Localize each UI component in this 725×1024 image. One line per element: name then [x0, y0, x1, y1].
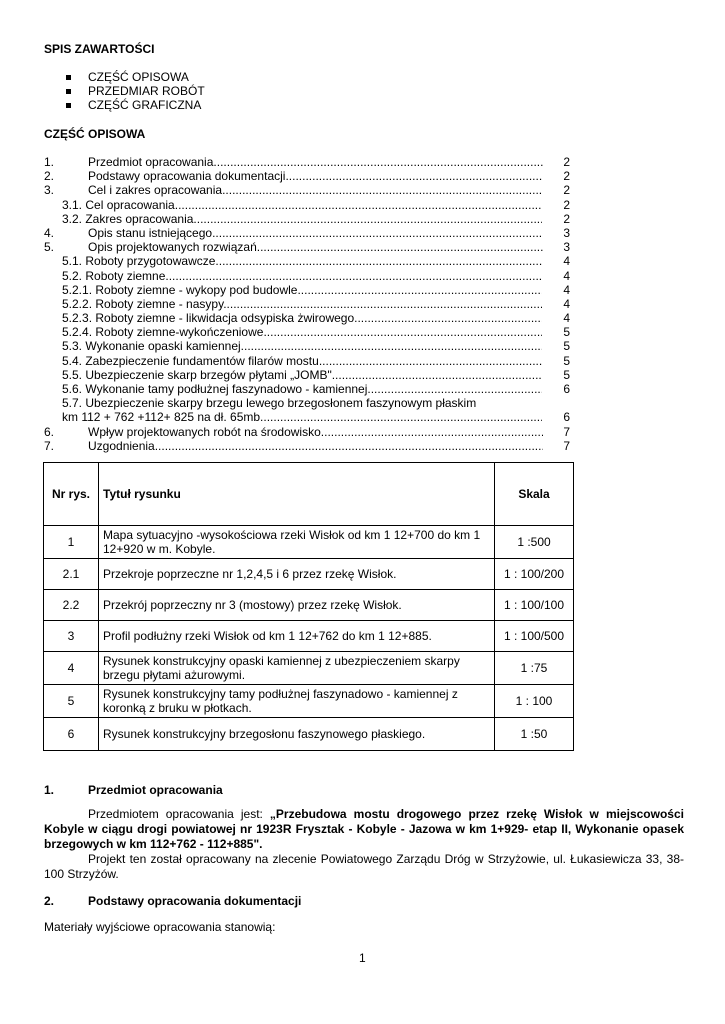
toc-page: 4 [563, 282, 570, 297]
toc-row [44, 297, 574, 311]
section-1-number: 1. [44, 783, 55, 797]
toc-page: 5 [563, 325, 570, 340]
drawing-title: Rysunek konstrukcyjny brzegosłonu faszynowego płaskiego. [99, 718, 495, 751]
toc-page: 4 [563, 268, 570, 283]
table-header-row [44, 463, 574, 526]
project-name: „Przebudowa mostu drogowego przez rzekę Wisłok w miejscowości Kobyle w ciągu drogi powiatowej nr 1923R Frysztak - Kobyle - Jazowa w km 1+929- etap II, Wykonanie opasek brzegowych w km 112+762 - 112+885". [44, 807, 684, 851]
toc-page: 5 [563, 339, 570, 354]
toc-page: 6 [563, 382, 570, 396]
toc-row [44, 269, 574, 283]
table-row [44, 590, 574, 621]
drawing-scale: 1 : 100 [495, 685, 574, 718]
toc-text: 5.2.4. Roboty ziemne-wykończeniowe ..... [62, 325, 542, 339]
section-1-paragraph-2: Projekt ten został opracowany na zlecenie Powiatowego Zarządu Dróg w Strzyżowie, ul. Łukasiewicza 33, 38-100 Strzyżów. [44, 852, 684, 881]
toc-row [44, 425, 574, 439]
drawing-number: 4 [44, 652, 99, 685]
toc-text: 5.7. Ubezpieczenie skarpy brzegu lewego brzegosłonem faszynowym płaskim [62, 396, 477, 411]
section-2-title: Podstawy opracowania dokumentacji [88, 894, 302, 908]
toc-page: 5 [563, 353, 570, 368]
toc-page: 3 [563, 225, 570, 240]
toc-text: Opis projektowanych rozwiązań ..... [88, 240, 543, 254]
toc-text: Przedmiot opracowania ..... [88, 155, 543, 169]
drawing-scale: 1 : 100/500 [495, 621, 574, 652]
toc-row [44, 325, 574, 339]
toc-row [44, 198, 574, 212]
section-2-intro: Materiały wyjściowe opracowania stanowią: [44, 920, 276, 934]
toc-number: 4. [44, 225, 55, 240]
toc-text: 5.2.1. Roboty ziemne - wykopy pod budowle ..... [62, 283, 542, 297]
list-item: CZĘŚĆ OPISOWA [64, 70, 205, 84]
toc-row [44, 354, 574, 368]
toc-text: 5.2.3. Roboty ziemne - likwidacja odsypiska żwirowego ..... [62, 311, 542, 325]
column-header-nr: Nr rys. [44, 463, 99, 526]
section-2-number: 2. [44, 894, 55, 908]
table-row [44, 652, 574, 685]
toc-number: 3. [44, 183, 55, 198]
contents-parts-list [64, 70, 205, 112]
toc-row [44, 410, 574, 424]
toc-text: 3.2. Zakres opracowania ..... [62, 212, 542, 226]
toc-text: 5.4. Zabezpieczenie fundamentów filarów mostu ..... [62, 354, 542, 368]
toc-row [44, 339, 574, 353]
drawing-number: 2.2 [44, 590, 99, 621]
toc-text: 5.2.2. Roboty ziemne - nasypy ..... [62, 297, 542, 311]
contents-heading: SPIS ZAWARTOŚCI [44, 42, 155, 56]
drawing-title: Rysunek konstrukcyjny tamy podłużnej faszynadowo - kamiennej z koronką z bruku w płotkach. [99, 685, 495, 718]
section-1-paragraph-1 [44, 807, 684, 852]
descriptive-part-heading: CZĘŚĆ OPISOWA [44, 127, 146, 141]
toc-text: Cel i zakres opracowania ..... [88, 183, 543, 197]
table-row [44, 526, 574, 559]
toc-text: 5.3. Wykonanie opaski kamiennej ..... [62, 339, 542, 353]
table-of-contents [44, 155, 574, 453]
toc-text: Podstawy opracowania dokumentacji ..... [88, 169, 543, 183]
toc-page: 7 [563, 424, 570, 439]
column-header-title: Tytuł rysunku [99, 463, 495, 526]
drawing-number: 6 [44, 718, 99, 751]
page-number: 1 [359, 951, 366, 965]
toc-row [44, 226, 574, 240]
toc-text: km 112 + 762 +112+ 825 na dł. 65mb ..... [62, 410, 542, 424]
toc-row [44, 283, 574, 297]
toc-number: 6. [44, 424, 55, 439]
drawing-title: Mapa sytuacyjno -wysokościowa rzeki Wisłok od km 1 12+700 do km 1 12+920 w m. Kobyle. [99, 526, 495, 559]
toc-text: 5.6. Wykonanie tamy podłużnej faszynadowo - kamiennej ..... [62, 382, 542, 396]
toc-text: Uzgodnienia ..... [88, 439, 543, 453]
drawing-number: 2.1 [44, 559, 99, 590]
toc-page: 2 [563, 197, 570, 212]
toc-page: 4 [563, 254, 570, 269]
drawing-title: Przekroje poprzeczne nr 1,2,4,5 i 6 przez rzekę Wisłok. [99, 559, 495, 590]
toc-page: 2 [563, 155, 570, 169]
list-item: PRZEDMIAR ROBÓT [64, 84, 205, 98]
drawing-number: 5 [44, 685, 99, 718]
drawing-number: 3 [44, 621, 99, 652]
toc-text: Wpływ projektowanych robót na środowisko ..... [88, 425, 543, 439]
table-row [44, 621, 574, 652]
toc-number: 2. [44, 169, 55, 184]
drawings-table [43, 462, 574, 751]
toc-page: 4 [563, 311, 570, 326]
toc-row [44, 240, 574, 254]
toc-row [44, 439, 574, 453]
toc-page: 7 [563, 438, 570, 453]
toc-number: 1. [44, 155, 55, 169]
drawing-number: 1 [44, 526, 99, 559]
drawing-scale: 1 : 100/100 [495, 590, 574, 621]
table-row [44, 685, 574, 718]
toc-page: 3 [563, 240, 570, 255]
toc-number: 7. [44, 438, 55, 453]
toc-row [44, 396, 574, 410]
toc-text: 5.5. Ubezpieczenie skarp brzegów płytami „JOMB" ..... [62, 368, 542, 382]
drawing-title: Przekrój poprzeczny nr 3 (mostowy) przez rzekę Wisłok. [99, 590, 495, 621]
toc-page: 5 [563, 367, 570, 382]
toc-row [44, 368, 574, 382]
toc-row [44, 183, 574, 197]
drawing-scale: 1 :75 [495, 652, 574, 685]
toc-row [44, 382, 574, 396]
toc-page: 6 [563, 410, 570, 425]
toc-row [44, 311, 574, 325]
drawing-scale: 1 : 100/200 [495, 559, 574, 590]
table-row [44, 559, 574, 590]
paragraph-intro: Przedmiotem opracowania jest: [88, 807, 270, 821]
toc-text: Opis stanu istniejącego ..... [88, 226, 543, 240]
toc-row [44, 169, 574, 183]
toc-number: 5. [44, 240, 55, 255]
toc-row [44, 155, 574, 169]
drawing-title: Profil podłużny rzeki Wisłok od km 1 12+762 do km 1 12+885. [99, 621, 495, 652]
drawing-title: Rysunek konstrukcyjny opaski kamiennej z ubezpieczeniem skarpy brzegu płytami ażurowymi. [99, 652, 495, 685]
toc-row [44, 212, 574, 226]
toc-text: 5.2. Roboty ziemne ..... [62, 269, 542, 283]
toc-page: 2 [563, 169, 570, 184]
drawing-scale: 1 :50 [495, 718, 574, 751]
toc-row [44, 254, 574, 268]
section-1-title: Przedmiot opracowania [88, 783, 223, 797]
toc-text: 5.1. Roboty przygotowawcze ..... [62, 254, 542, 268]
toc-page: 2 [563, 211, 570, 226]
list-item: CZĘŚĆ GRAFICZNA [64, 98, 205, 112]
toc-page: 4 [563, 296, 570, 311]
table-row [44, 718, 574, 751]
toc-text: 3.1. Cel opracowania ..... [62, 198, 542, 212]
toc-page: 2 [563, 183, 570, 198]
column-header-scale: Skala [495, 463, 574, 526]
drawing-scale: 1 :500 [495, 526, 574, 559]
